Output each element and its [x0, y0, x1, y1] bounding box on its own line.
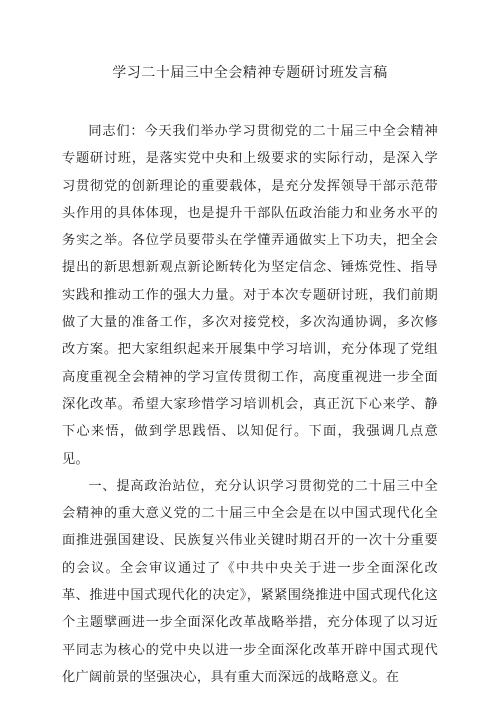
paragraph-opening: 同志们：今天我们举办学习贯彻党的二十届三中全会精神专题研讨班，是落实党中央和上级要求的实际行动，是深入学习贯彻党的创新理论的重要载体，是充分发挥领导干部示范带头作用的具体体现，也是提升干部队伍政治能力和业务水平的务实之举。各位学员要带头在学懂弄通做实上下功夫，把全会提出的新思想新观点新论断转化为坚定信念、锤炼党性、指导实践和推动工作的强大力量。对于本次专题研讨班，我们前期做了大量的准备工作，多次对接党校，多次沟通协调，多次修改方案。把大家组织起来开展集中学习培训，充分体现了党组高度重视全会精神的学习宣传贯彻工作，高度重视进一步全面深化改革。希望大家珍惜学习培训机会，真正沉下心来学、静下心来悟，做到学思践悟、以知促行。下面，我强调几点意见。 — [62, 124, 438, 467]
paragraph-section-one: 一、提高政治站位，充分认识学习贯彻党的二十届三中全会精神的重大意义党的二十届三中全会是在以中国式现代化全面推进强国建设、民族复兴伟业关键时期召开的一次十分重要的会议。全会审议通过了《中共中央关于进一步全面深化改革、推进中国式现代化的决定》，紧紧围绕推进中国式现代化这个主题擘画进一步全面深化改革战略举措，充分体现了以习近平同志为核心的党中央以进一步全面深化改革开辟中国式现代化广阔前景的坚强决心，具有重大而深远的战略意义。在 — [62, 478, 438, 685]
document-title: 学习二十届三中全会精神专题研讨班发言稿 — [112, 65, 388, 81]
document-body — [62, 118, 438, 691]
